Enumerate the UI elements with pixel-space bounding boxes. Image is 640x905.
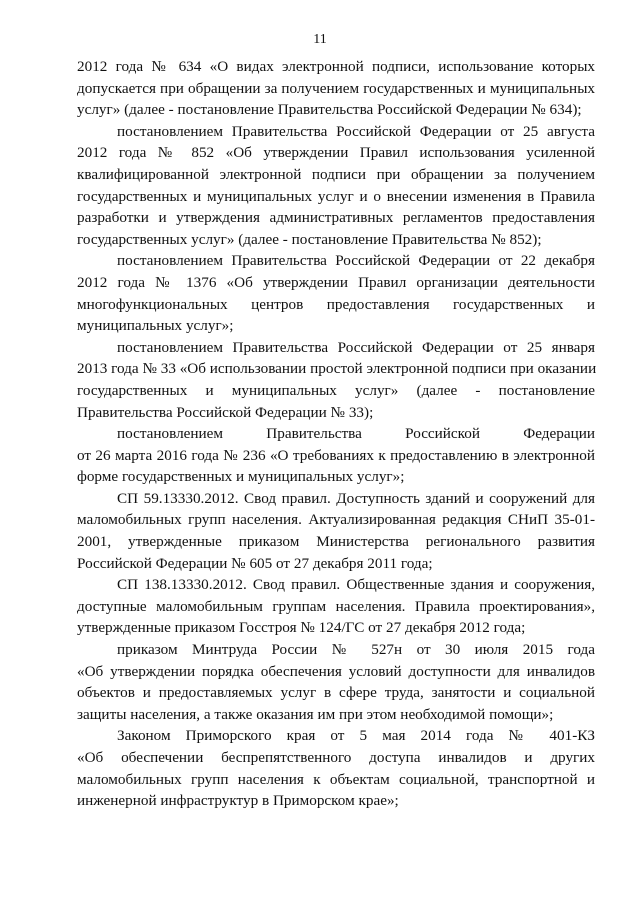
paragraph-decree-33 <box>77 337 595 423</box>
page-number: 11 <box>313 32 327 47</box>
text-line: «Об обеспечении беспрепятственного доступа инвалидов и других <box>77 749 595 766</box>
text-line: постановлением Правительства Российской Федерации от 22 декабря <box>117 252 595 270</box>
text-line: постановлением Правительства Российской Федерации от 25 января <box>117 338 595 356</box>
text-line: 2001, утвержденные приказом Министерства регионального развития <box>77 533 595 551</box>
text-line: «Об утверждении порядка обеспечения условий доступности для инвалидов <box>77 662 595 680</box>
text-line: утвержденные приказом Госстроя № 124/ГС от 27 декабря 2012 года; <box>77 619 526 637</box>
paragraph-sp-138 <box>77 574 595 639</box>
text-line: многофункциональных центров предоставления государственных и <box>77 295 595 313</box>
text-line: квалифицированной электронной подписи при обращении за получением <box>77 165 595 183</box>
text-line: форме государственных и муниципальных услуг»; <box>77 468 405 486</box>
paragraph-order-527n <box>77 639 595 725</box>
text-line: от 26 марта 2016 года № 236 «О требованиях к предоставлению в электронной <box>77 446 595 464</box>
text-line: защиты населения, а также оказания им при этом необходимой помощи»; <box>77 705 554 723</box>
paragraph-continuation <box>77 56 595 121</box>
text-line: маломобильных групп населения. Актуализированная редакция СНиП 35-01- <box>77 511 595 529</box>
paragraph-law-401-kz <box>77 725 595 811</box>
paragraph-decree-236 <box>77 423 595 488</box>
text-line: государственных и муниципальных услуг и о внесении изменения в Правила <box>77 187 595 205</box>
text-line: 2012 года № 852 «Об утверждении Правил использования усиленной <box>77 144 595 162</box>
text-line: государственных услуг» (далее - постановление Правительства № 852); <box>77 230 542 248</box>
paragraph-sp-59 <box>77 488 595 574</box>
text-line: Законом Приморского края от 5 мая 2014 года № 401-КЗ <box>117 727 595 745</box>
text-line: допускается при обращении за получением государственных и муниципальных <box>77 79 595 97</box>
text-line: приказом Минтруда России № 527н от 30 июля 2015 года <box>117 641 595 659</box>
text-line: постановлением Правительства Российской Федерации от 25 августа <box>117 122 595 140</box>
text-line: СП 59.13330.2012. Свод правил. Доступность зданий и сооружений для <box>117 489 595 507</box>
text-line: объектов и предоставляемых услуг в сфере труда, занятости и социальной <box>77 684 595 702</box>
paragraph-decree-852 <box>77 121 595 251</box>
text-line: 2012 года № 1376 «Об утверждении Правил организации деятельности <box>77 273 595 291</box>
text-line: СП 138.13330.2012. Свод правил. Общественные здания и сооружения, <box>117 576 595 594</box>
text-line: государственных и муниципальных услуг» (далее - постановление <box>77 381 595 399</box>
text-line: 2013 года № 33 «Об использовании простой электронной подписи при оказании <box>77 360 597 378</box>
paragraph-decree-1376 <box>77 250 595 336</box>
text-line: разработки и утверждения административных регламентов предоставления <box>77 209 595 227</box>
text-line: доступные маломобильным группам населения. Правила проектирования», <box>77 597 595 615</box>
text-line: маломобильных групп населения к объектам социальной, транспортной и <box>77 770 595 788</box>
text-line: муниципальных услуг»; <box>77 317 234 335</box>
document-body <box>77 56 595 812</box>
text-line: услуг» (далее - постановление Правительства Российской Федерации № 634); <box>77 101 582 119</box>
text-line: Российской Федерации № 605 от 27 декабря 2011 года; <box>77 554 433 572</box>
text-line: инженерной инфраструктур в Приморском крае»; <box>77 792 399 810</box>
text-line: постановлением Правительства Российской Федерации <box>117 425 595 443</box>
text-line: 2012 года № 634 «О видах электронной подписи, использование которых <box>77 58 595 75</box>
text-line: Правительства Российской Федерации № 33); <box>77 403 374 421</box>
